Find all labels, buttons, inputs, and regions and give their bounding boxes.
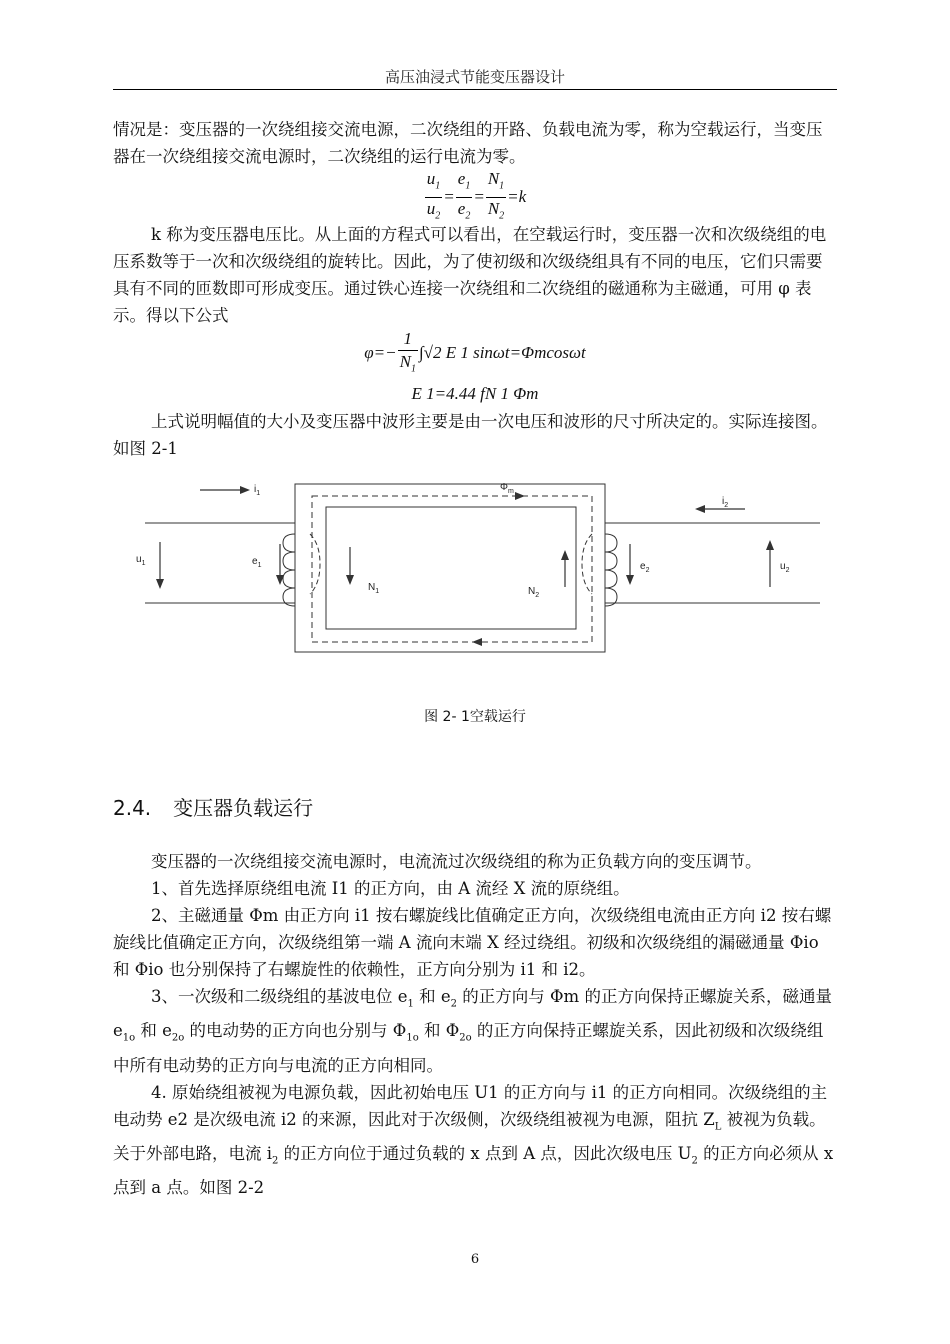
page-header: 高压油浸式节能变压器设计 <box>384 68 565 86</box>
intro-block-2 <box>113 221 837 329</box>
intro-paragraph-1: 情况是：变压器的一次绕组接交流电源，二次绕组的开路、负载电流为零，称为空载运行，当变压器在一次绕组接交流电源时，二次绕组的运行电流为零。 <box>113 120 823 166</box>
label-i1: $i_1$ <box>254 484 261 497</box>
primary-coil <box>283 534 295 606</box>
intro-block-3 <box>113 408 837 462</box>
intro-block <box>113 116 837 170</box>
label-e1: $e_1$ <box>252 556 262 569</box>
header-divider <box>113 89 837 90</box>
core-inner <box>326 507 576 629</box>
section-paragraph-5: 4. 原始绕组被视为电源负载，因此初始电压 U1 的正方向与 i1 的正方向相同。次级绕组的主电动势 e2 是次级电流 i2 的来源，因此对于次级侧，次级绕组被视为电源，阻抗 $Z_L$ 被视为负载。关于外部电路，电流 $i_2$ 的正方向位于通过负载的 x 点到 A 点，因此次级电压 $U_2$ 的正方向必须从 x 点到 a 点。如图 2-2 <box>113 1082 834 1198</box>
equation-emf: E 1=4.44 fN 1 Φm <box>411 384 539 403</box>
section-heading <box>113 792 313 821</box>
label-n1: $N_1$ <box>368 582 380 595</box>
transformer-no-load-diagram <box>130 472 830 662</box>
equation-flux: φ=− $\frac{1}{N_1}$ ∫√2 E 1 sinωt=Φmcosωt <box>113 328 837 380</box>
label-e2: $e_2$ <box>640 561 650 574</box>
intro-paragraph-3: 上式说明幅值的大小及变压器中波形主要是由一次电压和波形的尺寸所决定的。实际连接图。如图 2-1 <box>113 412 828 458</box>
label-u2: $u_2$ <box>780 561 790 574</box>
section-body <box>113 848 837 1201</box>
section-paragraph-1: 变压器的一次绕组接交流电源时，电流流过次级绕组的称为正负载方向的变压调节。 <box>151 852 762 871</box>
section-paragraph-2: 1、首先选择原绕组电流 I1 的正方向，由 A 流经 X 流的原绕组。 <box>151 879 630 898</box>
page-number: 6 <box>470 1252 480 1267</box>
label-n2: $N_2$ <box>528 586 540 599</box>
intro-paragraph-2: k 称为变压器电压比。从上面的方程式可以看出，在空载运行时，变压器一次和次级绕组的电压系数等于一次和次级绕组的旋转比。因此，为了使初级和次级绕组具有不同的电压，它们只需要具有不同的匝数即可形成变压。通过铁心连接一次绕组和二次绕组的磁通称为主磁通，可用 φ 表示。得以下公式 <box>113 225 827 325</box>
section-paragraph-4: 3、一次级和二级绕组的基波电位 $e_1$ 和 $e_2$ 的正方向与 Φm 的正方向保持正螺旋关系，磁通量 $e_{1o}$ 和 $e_{2o}$ 的电动势的正方向也分别与 $\Phi_{1o}$ 和 $\Phi_{2o}$ 的正方向保持正螺旋关系，因此初级和次级绕组中所有电动势的正方向与电流的正方向相同。 <box>113 987 832 1075</box>
fraction-1-over-n1: $\frac{1}{N_1}$ <box>399 329 416 375</box>
label-i2: $i_2$ <box>722 496 729 509</box>
equation-voltage-ratio: $\frac{u_1}{u_2}$ = $\frac{e_1}{e_2}$ = $\frac{N_1}{N_2}$ =k <box>113 168 837 228</box>
section-number: 2.4. <box>113 796 152 820</box>
fraction-u: $\frac{u_1}{u_2}$ <box>426 169 441 222</box>
core-outer <box>295 484 605 652</box>
figure-caption: 图 2- 1空载运行 <box>424 709 526 725</box>
section-paragraph-3: 2、主磁通量 Φm 由正方向 i1 按右螺旋线比值确定正方向，次级绕组电流由正方向 i2 按右螺旋线比值确定正方向，次级绕组第一端 A 流向末端 X 经过绕组。初级和次级绕组的漏磁通量 Φio 和 Φio 也分别保持了右螺旋性的依赖性，正方向分别为 i1 和 i2。 <box>113 906 832 979</box>
label-phim: $\Phi_m$ <box>500 482 514 495</box>
flux-path <box>312 496 592 642</box>
fraction-n: $\frac{N_1}{N_2}$ <box>487 169 505 222</box>
label-u1: $u_1$ <box>136 554 146 567</box>
secondary-coil <box>605 534 617 606</box>
section-title: 变压器负载运行 <box>173 796 314 820</box>
fraction-e: $\frac{e_1}{e_2}$ <box>457 169 471 222</box>
